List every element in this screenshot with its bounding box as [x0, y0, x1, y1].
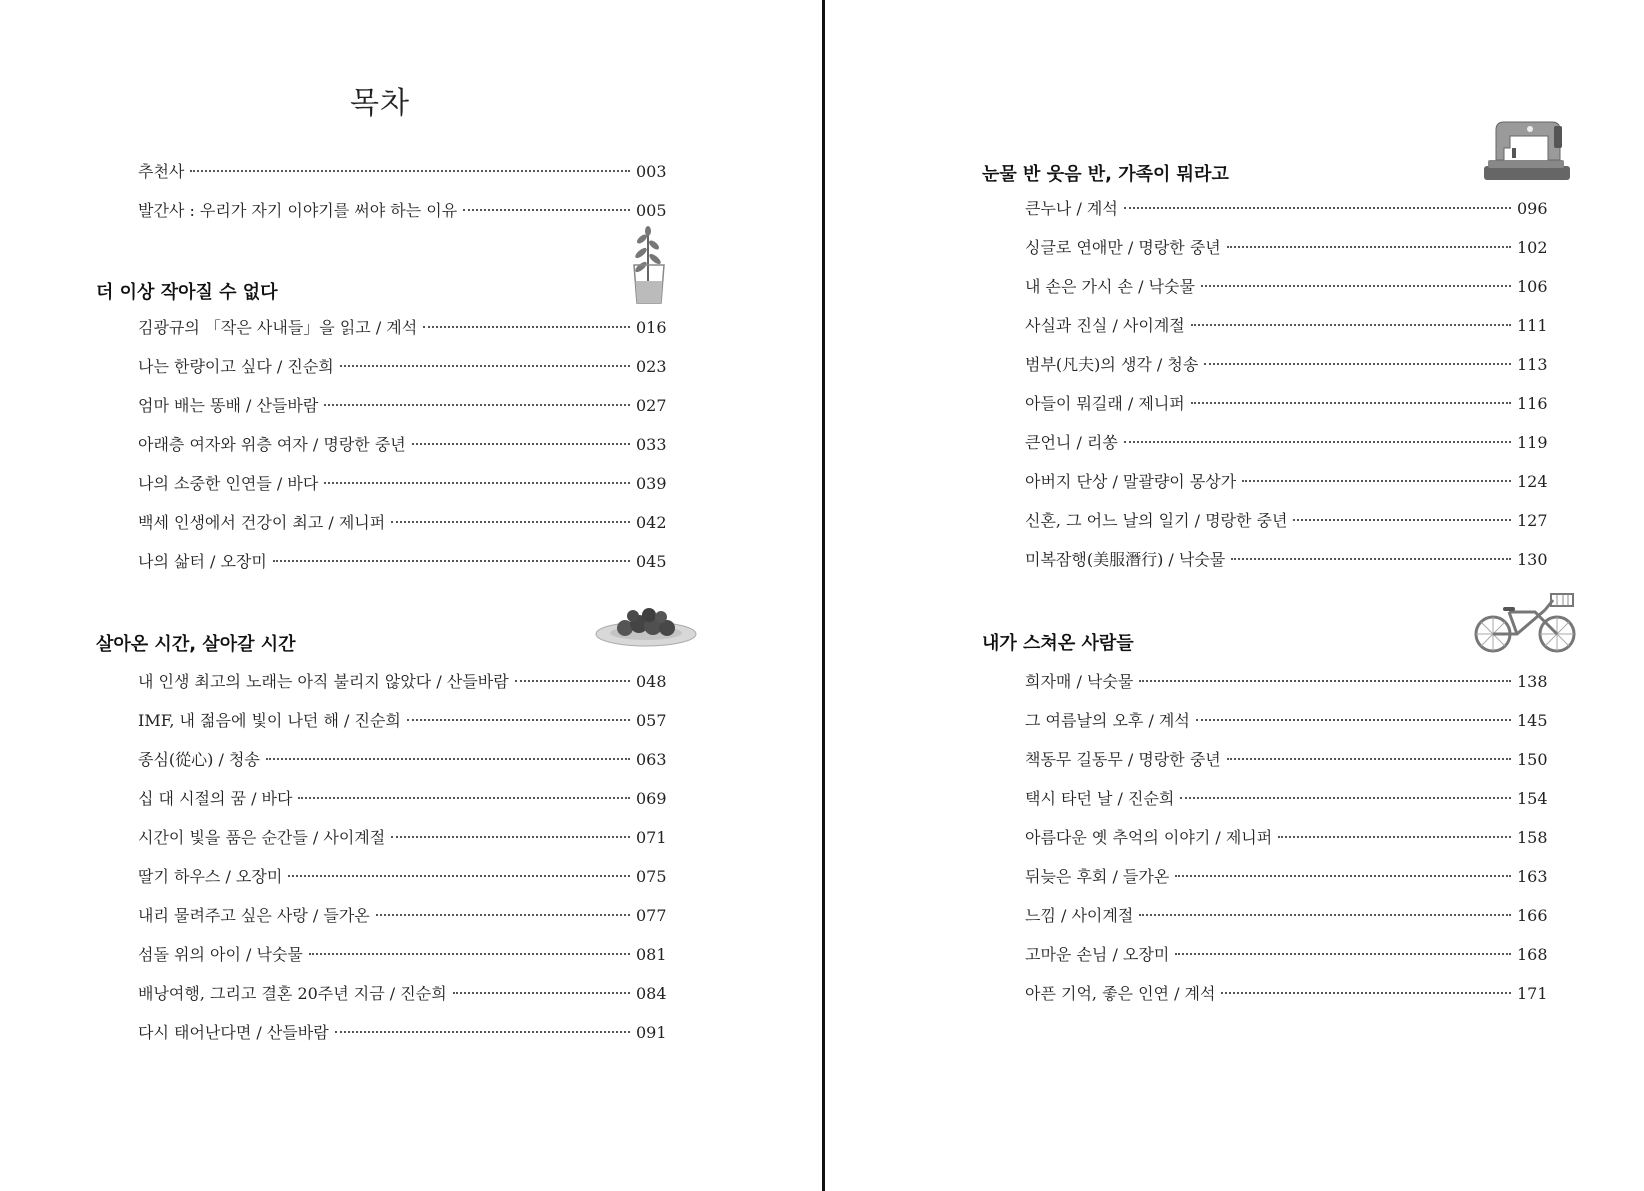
toc-entry[interactable] — [1025, 904, 1547, 928]
entry-title: 싱글로 연애만 / 명랑한 중년 — [1025, 238, 1221, 257]
entry-page: 091 — [636, 1023, 667, 1042]
entry-title: 신혼, 그 어느 날의 일기 / 명랑한 중년 — [1025, 511, 1288, 530]
entry-title: 고마운 손님 / 오장미 — [1025, 945, 1170, 964]
entry-title: 큰언니 / 리쏭 — [1025, 433, 1118, 452]
sewing-machine-icon — [1482, 118, 1572, 184]
toc-entry[interactable] — [1025, 509, 1547, 533]
leader-dots — [453, 992, 630, 994]
entry-page: 116 — [1517, 394, 1548, 413]
toc-entry[interactable] — [138, 943, 666, 967]
leader-dots — [1231, 558, 1511, 560]
toc-entry[interactable] — [1025, 470, 1547, 494]
toc-entry[interactable] — [138, 709, 666, 733]
toc-entry[interactable] — [138, 670, 666, 694]
leader-dots — [1196, 719, 1511, 721]
leader-dots — [1204, 363, 1511, 365]
entry-page: 130 — [1517, 550, 1548, 569]
toc-entry[interactable] — [1025, 431, 1547, 455]
entry-page: 023 — [636, 357, 667, 376]
leader-dots — [1293, 519, 1511, 521]
toc-entry[interactable] — [138, 316, 666, 340]
entry-page: 084 — [636, 984, 667, 1003]
toc-entry[interactable] — [138, 511, 666, 535]
toc-entry[interactable] — [1025, 275, 1547, 299]
entry-page: 005 — [636, 201, 667, 220]
right-page — [825, 0, 1644, 1191]
toc-entry[interactable] — [138, 394, 666, 418]
toc-entry[interactable] — [1025, 314, 1547, 338]
entry-title: 내 손은 가시 손 / 낙숫물 — [1025, 277, 1195, 296]
entry-title: 책동무 길동무 / 명랑한 중년 — [1025, 750, 1221, 769]
entry-title: 섬돌 위의 아이 / 낙숫물 — [138, 945, 303, 964]
entry-title: 딸기 하우스 / 오장미 — [138, 867, 283, 886]
leader-dots — [391, 521, 630, 523]
toc-entry[interactable] — [138, 472, 666, 496]
entry-page: 096 — [1517, 199, 1548, 218]
entry-page: 039 — [636, 474, 667, 493]
fruit-plate-icon — [595, 604, 697, 648]
entry-title: 사실과 진실 / 사이계절 — [1025, 316, 1185, 335]
entry-page: 042 — [636, 513, 667, 532]
entry-title: 나의 소중한 인연들 / 바다 — [138, 474, 319, 493]
entry-page: 081 — [636, 945, 667, 964]
entry-page: 138 — [1517, 672, 1548, 691]
entry-title: 뒤늦은 후회 / 들가온 — [1025, 867, 1170, 886]
toc-entry[interactable] — [138, 1021, 666, 1045]
toc-entry[interactable] — [138, 160, 666, 184]
leader-dots — [1227, 246, 1511, 248]
entry-page: 102 — [1517, 238, 1548, 257]
entry-title: 아들이 뭐길래 / 제니퍼 — [1025, 394, 1185, 413]
entry-page: 124 — [1517, 472, 1548, 491]
leader-dots — [391, 836, 630, 838]
entry-page: 071 — [636, 828, 667, 847]
entry-title: 백세 인생에서 건강이 최고 / 제니퍼 — [138, 513, 386, 532]
leader-dots — [273, 560, 630, 562]
leader-dots — [1175, 875, 1511, 877]
entry-page: 048 — [636, 672, 667, 691]
leader-dots — [1191, 402, 1511, 404]
leader-dots — [298, 797, 630, 799]
leader-dots — [376, 914, 630, 916]
entry-title: 다시 태어난다면 / 산들바람 — [138, 1023, 329, 1042]
entry-page: 166 — [1517, 906, 1548, 925]
leader-dots — [407, 719, 630, 721]
toc-entry[interactable] — [138, 355, 666, 379]
entry-page: 033 — [636, 435, 667, 454]
toc-entry[interactable] — [1025, 982, 1547, 1006]
entry-page: 045 — [636, 552, 667, 571]
leader-dots — [1221, 992, 1511, 994]
entry-page: 145 — [1517, 711, 1548, 730]
leader-dots — [1175, 953, 1511, 955]
toc-entry[interactable] — [1025, 943, 1547, 967]
leader-dots — [324, 404, 630, 406]
entry-page: 127 — [1517, 511, 1548, 530]
entry-page: 150 — [1517, 750, 1548, 769]
toc-entry[interactable] — [138, 904, 666, 928]
entry-title: 내 인생 최고의 노래는 아직 불리지 않았다 / 산들바람 — [138, 672, 509, 691]
plant-in-glass-icon — [628, 225, 670, 305]
entry-title: 시간이 빛을 품은 순간들 / 사이계절 — [138, 828, 386, 847]
entry-title: 희자매 / 낙숫물 — [1025, 672, 1134, 691]
toc-entry[interactable] — [138, 550, 666, 574]
toc-entry[interactable] — [1025, 197, 1547, 221]
leader-dots — [1278, 836, 1511, 838]
entry-title: 그 여름날의 오후 / 계석 — [1025, 711, 1190, 730]
entry-page: 111 — [1517, 316, 1548, 335]
entry-page: 069 — [636, 789, 667, 808]
entry-title: IMF, 내 젊음에 빛이 나던 해 / 진순희 — [138, 711, 401, 730]
bicycle-icon — [1473, 590, 1577, 654]
entry-title: 범부(凡夫)의 생각 / 청송 — [1025, 355, 1199, 374]
section-heading: 살아온 시간, 살아갈 시간 — [96, 634, 296, 655]
toc-entry[interactable] — [1025, 548, 1547, 572]
entry-page: 063 — [636, 750, 667, 769]
leader-dots — [1139, 914, 1511, 916]
toc-entry[interactable] — [1025, 826, 1547, 850]
entry-page: 154 — [1517, 789, 1548, 808]
entry-page: 016 — [636, 318, 667, 337]
entry-title: 아래층 여자와 위층 여자 / 명랑한 중년 — [138, 435, 406, 454]
leader-dots — [335, 1031, 630, 1033]
leader-dots — [1139, 680, 1511, 682]
entry-title: 엄마 배는 똥배 / 산들바람 — [138, 396, 319, 415]
leader-dots — [1201, 285, 1511, 287]
leader-dots — [1227, 758, 1511, 760]
entry-page: 077 — [636, 906, 667, 925]
entry-page: 119 — [1517, 433, 1548, 452]
toc-entry[interactable] — [1025, 236, 1547, 260]
entry-page: 171 — [1517, 984, 1548, 1003]
toc-entry[interactable] — [138, 826, 666, 850]
entry-title: 큰누나 / 계석 — [1025, 199, 1118, 218]
entry-title: 추천사 — [138, 162, 185, 181]
entry-page: 027 — [636, 396, 667, 415]
toc-entry[interactable] — [1025, 709, 1547, 733]
leader-dots — [266, 758, 630, 760]
toc-entry[interactable] — [1025, 670, 1547, 694]
entry-title: 미복잠행(美服潛行) / 낙숫물 — [1025, 550, 1226, 569]
toc-entry[interactable] — [138, 433, 666, 457]
leader-dots — [1124, 207, 1511, 209]
entry-page: 168 — [1517, 945, 1548, 964]
toc-entry[interactable] — [138, 199, 666, 223]
entry-title: 발간사 : 우리가 자기 이야기를 써야 하는 이유 — [138, 201, 458, 220]
leader-dots — [1191, 324, 1511, 326]
leader-dots — [190, 170, 630, 172]
entry-title: 십 대 시절의 꿈 / 바다 — [138, 789, 293, 808]
entry-title: 배낭여행, 그리고 결혼 20주년 지금 / 진순희 — [138, 984, 447, 1003]
leader-dots — [1124, 441, 1511, 443]
entry-page: 075 — [636, 867, 667, 886]
toc-title: 목차 — [350, 86, 410, 121]
entry-title: 아버지 단상 / 말괄량이 몽상가 — [1025, 472, 1237, 491]
toc-entry[interactable] — [1025, 748, 1547, 772]
section-heading: 내가 스쳐온 사람들 — [982, 633, 1134, 654]
entry-title: 아름다운 옛 추억의 이야기 / 제니퍼 — [1025, 828, 1273, 847]
leader-dots — [309, 953, 630, 955]
toc-entry[interactable] — [138, 787, 666, 811]
entry-title: 내리 물려주고 싶은 사랑 / 들가온 — [138, 906, 370, 925]
entry-title: 김광규의 「작은 사내들」을 읽고 / 계석 — [138, 318, 418, 337]
entry-page: 003 — [636, 162, 667, 181]
toc-entry[interactable] — [1025, 865, 1547, 889]
toc-entry[interactable] — [1025, 787, 1547, 811]
toc-entry[interactable] — [138, 748, 666, 772]
entry-page: 163 — [1517, 867, 1548, 886]
leader-dots — [423, 326, 630, 328]
entry-page: 113 — [1517, 355, 1548, 374]
leader-dots — [1180, 797, 1511, 799]
leader-dots — [288, 875, 630, 877]
section-heading: 눈물 반 웃음 반, 가족이 뭐라고 — [982, 164, 1229, 185]
leader-dots — [1242, 480, 1511, 482]
leader-dots — [412, 443, 630, 445]
entry-title: 나는 한량이고 싶다 / 진순희 — [138, 357, 334, 376]
entry-page: 057 — [636, 711, 667, 730]
entry-title: 느낌 / 사이계절 — [1025, 906, 1134, 925]
section-heading: 더 이상 작아질 수 없다 — [96, 282, 278, 303]
toc-entry[interactable] — [1025, 353, 1547, 377]
entry-page: 158 — [1517, 828, 1548, 847]
leader-dots — [515, 680, 630, 682]
entry-title: 아픈 기억, 좋은 인연 / 계석 — [1025, 984, 1216, 1003]
leader-dots — [324, 482, 630, 484]
toc-entry[interactable] — [138, 982, 666, 1006]
entry-page: 106 — [1517, 277, 1548, 296]
entry-title: 나의 삶터 / 오장미 — [138, 552, 267, 571]
toc-entry[interactable] — [1025, 392, 1547, 416]
entry-title: 택시 타던 날 / 진순희 — [1025, 789, 1175, 808]
entry-title: 종심(從心) / 청송 — [138, 750, 260, 769]
leader-dots — [340, 365, 630, 367]
leader-dots — [463, 209, 630, 211]
toc-entry[interactable] — [138, 865, 666, 889]
